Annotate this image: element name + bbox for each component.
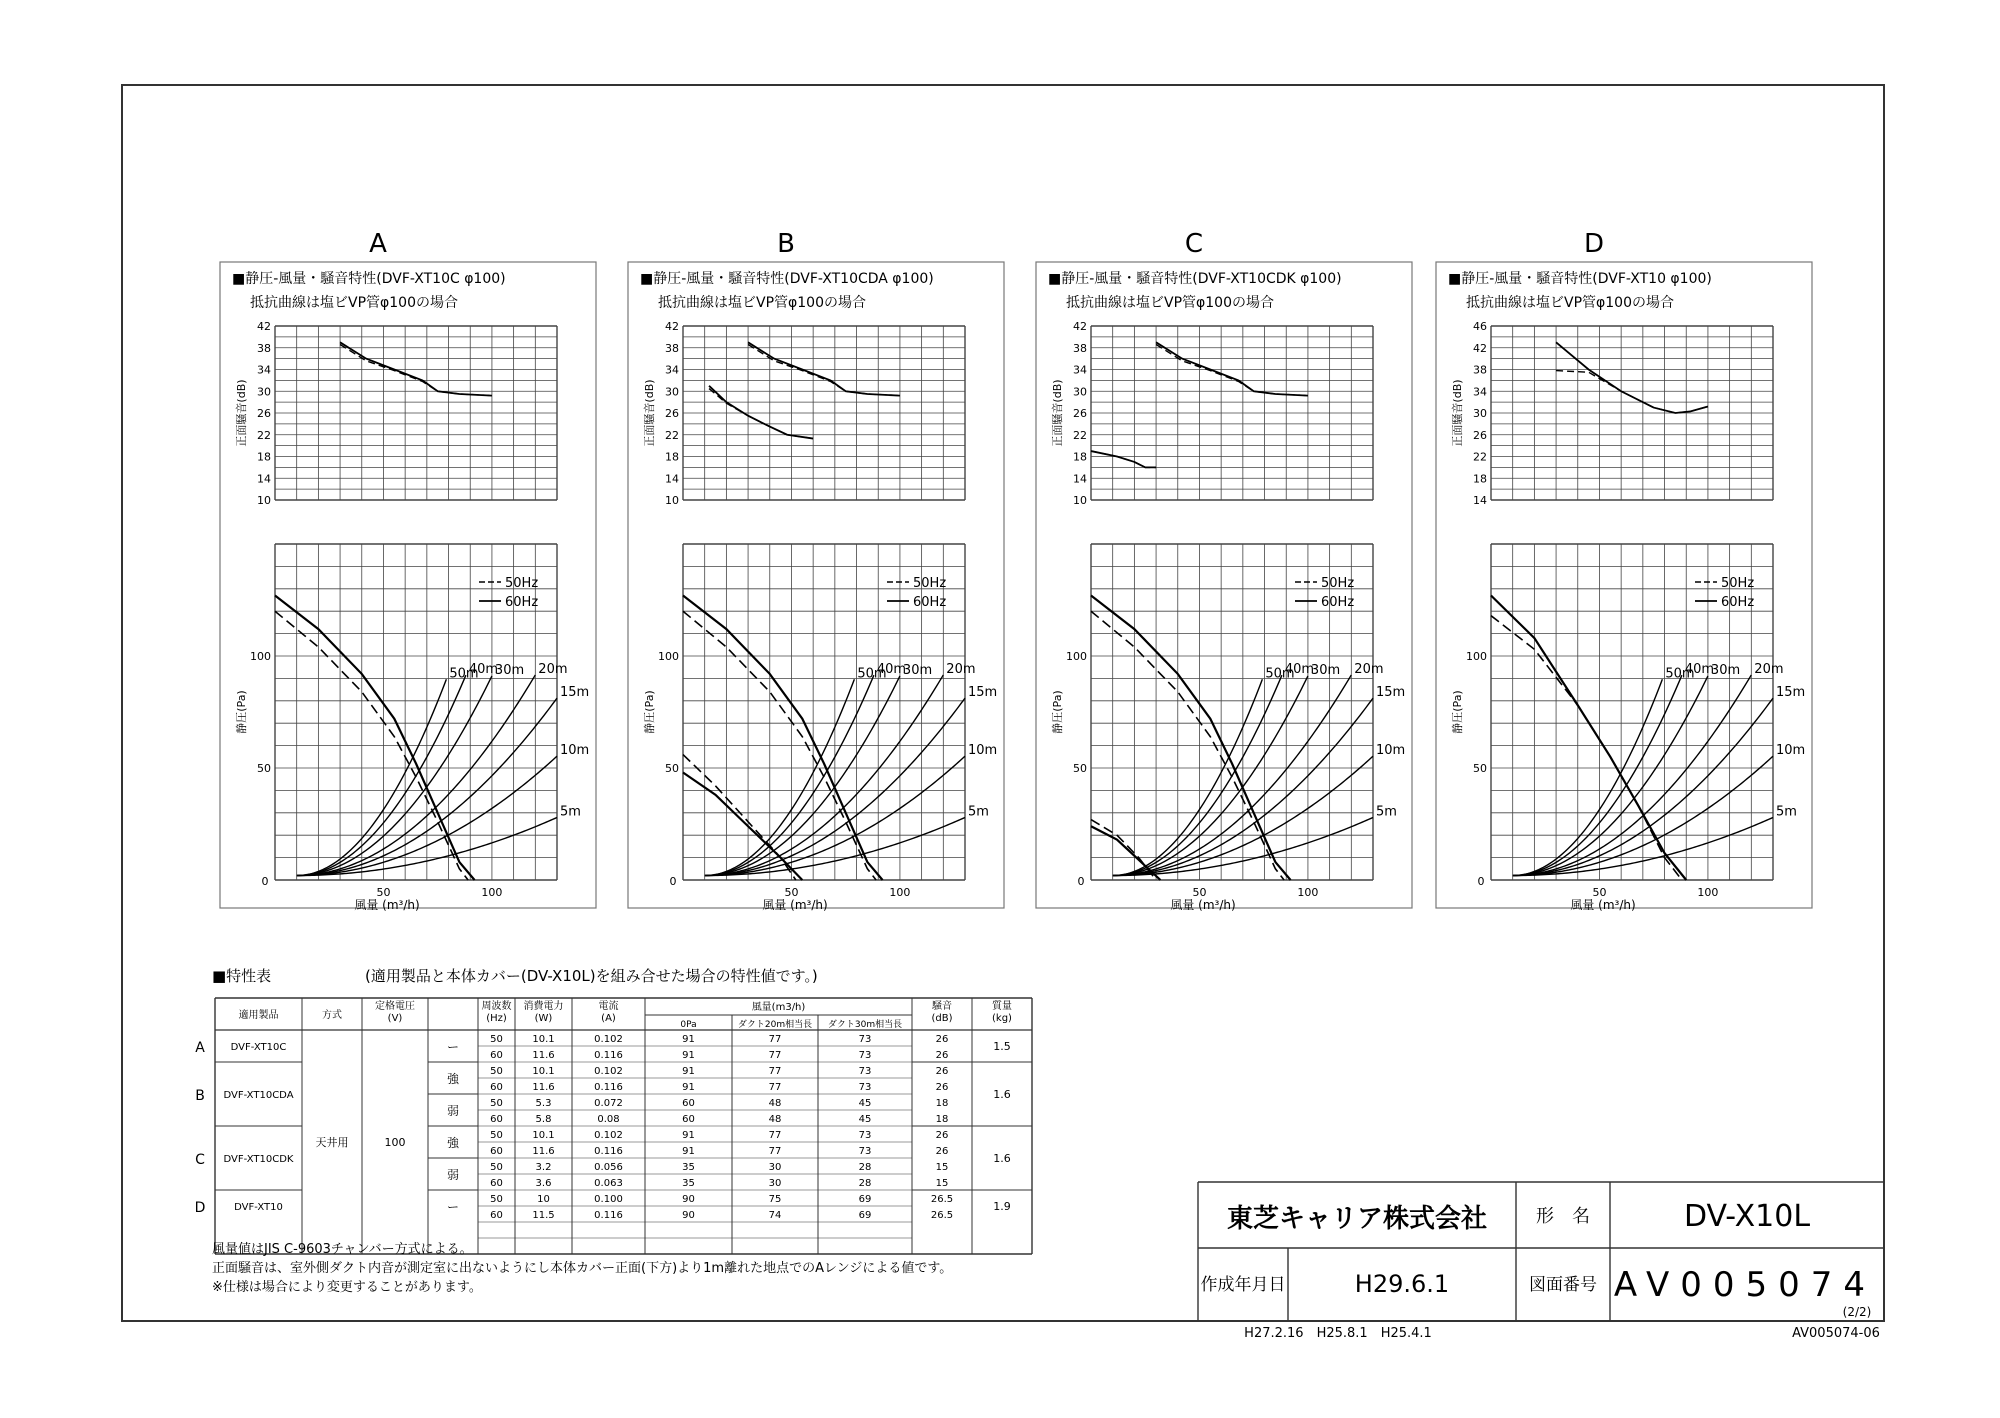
chart-panel-b [628,229,1004,912]
panel-model-title: ■静圧-風量・騒音特性(DVF-XT10CDA φ100) [640,271,934,287]
noise-axis-label: 正面騒音(dB) [1451,379,1464,447]
duct-length-label: 15m [968,685,998,701]
panel-letter: D [1583,229,1605,259]
legend-50hz: 50Hz [1721,576,1755,591]
table-cell: 5.3 [535,1098,552,1109]
noise-tick: 38 [1473,363,1487,377]
table-cell: 60 [490,1050,503,1061]
model-number: DV-X10L [1683,1199,1811,1234]
sp-axis-label: 静圧(Pa) [1051,690,1064,734]
voltage-cell: 100 [384,1136,406,1149]
chart-panel-c [1036,229,1412,912]
duct-resistance-curve [297,676,492,876]
noise-chart [642,320,965,507]
table-cell: 11.6 [532,1146,555,1157]
table-header: 定格電圧 [375,1001,415,1012]
table-cell: 0.116 [594,1082,623,1093]
table-cell: 26 [935,1034,949,1045]
table-cell: 48 [768,1114,782,1125]
panel-subtitle: 抵抗曲線は塩ビVP管φ100の場合 [1066,295,1274,311]
chart-panel-a [220,229,596,912]
noise-tick: 10 [665,494,679,507]
noise-tick: 34 [1073,363,1087,377]
table-cell: 0.116 [594,1050,623,1061]
noise-tick: 18 [665,450,679,464]
duct-resistance-curve [297,675,466,875]
noise-tick: 14 [257,472,271,486]
duct-length-label: 40m [468,662,499,678]
duct-length-label: 5m [1776,804,1797,820]
sp-axis-label: 静圧(Pa) [235,690,248,734]
noise-tick: 46 [1473,320,1487,333]
note-line: 風量値はJIS C-9603チャンバー方式による。 [212,1242,473,1257]
table-cell: 73 [858,1082,872,1093]
table-cell: 35 [682,1162,695,1173]
duct-resistance-curve [1113,676,1308,876]
product-cell: DVF-XT10C [230,1042,287,1053]
noise-tick: 42 [1473,341,1487,355]
noise-axis-label: 正面騒音(dB) [235,379,248,447]
noise-tick: 18 [257,450,271,464]
noise-tick: 26 [257,407,271,420]
noise-chart [234,320,557,507]
group-letter: C [195,1152,205,1168]
duct-resistance-curve [1113,675,1282,875]
table-cell: 0.072 [594,1098,623,1109]
title-block [1198,1182,1884,1341]
table-cell: 26.5 [930,1210,954,1221]
duct-length-label: 50m [449,666,479,682]
noise-tick: 14 [665,472,679,486]
noise-tick: 26 [1073,407,1087,420]
table-cell: 90 [682,1194,695,1205]
document-id: AV005074-06 [1792,1326,1880,1341]
table-cell: 75 [768,1194,782,1205]
panel-model-title: ■静圧-風量・騒音特性(DVF-XT10C φ100) [232,271,506,287]
duct-resistance-curve [705,676,900,876]
table-cell: 26 [935,1130,949,1141]
y-tick: 100 [1466,650,1487,663]
table-cell: 45 [858,1098,872,1109]
table-cell: 73 [858,1130,872,1141]
table-cell: 0.116 [594,1210,623,1221]
duct-length-label: 30m [494,662,525,678]
table-cell: 10.1 [532,1066,555,1077]
table-cell: 77 [768,1034,782,1045]
table-cell: 60 [490,1178,503,1189]
table-cell: 0.102 [594,1034,623,1045]
table-header: 消費電力 [523,1001,564,1012]
noise-tick: 22 [257,428,271,442]
airflow-subheader: 0Pa [680,1020,697,1030]
table-cell: 77 [768,1146,782,1157]
mass-cell: 1.6 [993,1152,1011,1165]
table-cell: 69 [858,1210,872,1221]
noise-tick: 30 [665,385,679,399]
noise-curve-60hz-low [709,386,813,439]
table-header: 適用製品 [238,1010,279,1021]
y-tick: 100 [1066,650,1087,663]
noise-tick: 42 [665,320,679,333]
duct-length-label: 10m [1376,743,1406,759]
legend-60hz: 60Hz [505,595,539,610]
duct-length-label: 20m [1354,661,1384,677]
panel-letter: C [1184,229,1204,259]
duct-resistance-curve [1513,676,1708,876]
noise-curve-50hz [1156,344,1308,395]
noise-curve-60hz [1156,342,1308,395]
y-tick: 100 [658,650,679,663]
table-header: 風量(m3/h) [751,1002,806,1013]
noise-tick: 42 [257,320,271,333]
noise-curve-60hz [340,342,492,395]
x-tick: 0 [1477,875,1485,888]
panel-model-title: ■静圧-風量・騒音特性(DVF-XT10 φ100) [1448,271,1712,287]
revision-dates: H27.2.16 H25.8.1 H25.4.1 [1244,1326,1432,1341]
duct-length-label: 20m [946,661,976,677]
legend-60hz: 60Hz [1321,595,1355,610]
table-cell: 60 [682,1114,695,1125]
duct-length-label: 30m [1310,662,1341,678]
model-label: 形 名 [1536,1206,1590,1227]
duct-length-label: 5m [968,804,989,820]
table-cell: 73 [858,1050,872,1061]
y-tick: 100 [250,650,271,663]
airflow-subheader: ダクト20m相当長 [737,1020,813,1030]
company-name: 東芝キャリア株式会社 [1226,1204,1488,1234]
legend-50hz: 50Hz [1321,576,1355,591]
table-header: 騒音 [932,1001,952,1012]
product-cell: DVF-XT10CDK [223,1154,294,1165]
mass-cell: 1.5 [993,1040,1011,1053]
noise-tick: 34 [1473,385,1487,399]
noise-tick: 14 [1473,494,1487,507]
x-axis-label: 風量 (m³/h) [354,898,420,912]
table-cell: 73 [858,1066,872,1077]
table-cell: 11.6 [532,1050,555,1061]
noise-tick: 34 [257,363,271,377]
duct-length-label: 30m [1710,662,1741,678]
x-tick: 0 [1077,875,1085,888]
duct-length-label: 5m [560,804,581,820]
duct-length-label: 20m [538,661,568,677]
panel-letter: A [369,229,387,259]
table-cell: 77 [768,1050,782,1061]
table-cell: 77 [768,1066,782,1077]
table-cell: 26 [935,1146,949,1157]
page-number: (2/2) [1842,1305,1872,1319]
table-cell: 10 [537,1194,550,1205]
noise-curve-50hz [340,344,492,395]
duct-resistance-curve [1513,675,1682,875]
duct-length-label: 20m [1754,661,1784,677]
duct-length-label: 30m [902,662,933,678]
table-header: (dB) [931,1013,953,1024]
noise-tick: 30 [1073,385,1087,399]
noise-tick: 38 [1073,341,1087,355]
table-cell: 60 [490,1082,503,1093]
duct-length-label: 5m [1376,804,1397,820]
noise-tick: 22 [1473,450,1487,464]
table-cell: 91 [682,1034,695,1045]
panel-subtitle: 抵抗曲線は塩ビVP管φ100の場合 [658,295,866,311]
duct-length-label: 40m [876,662,907,678]
x-tick: 50 [376,886,391,899]
panel-letter: B [777,229,795,259]
duct-length-label: 15m [560,685,590,701]
table-cell: 50 [490,1066,503,1077]
spec-table [195,967,1032,1254]
duct-length-label: 50m [1665,666,1695,682]
mode-cell: 強 [446,1136,460,1150]
duct-length-label: 40m [1684,662,1715,678]
sp-axis-label: 静圧(Pa) [1451,690,1464,734]
table-cell: 60 [490,1146,503,1157]
date-value: H29.6.1 [1354,1270,1450,1298]
noise-tick: 18 [1073,450,1087,464]
note-line: ※仕様は場合により変更することがあります。 [212,1280,482,1295]
table-cell: 50 [490,1034,503,1045]
x-tick: 100 [1697,886,1719,899]
y-tick: 50 [257,762,271,775]
noise-axis-label: 正面騒音(dB) [1051,379,1064,447]
group-letter: A [195,1040,205,1056]
table-cell: 48 [768,1098,782,1109]
drawing-number: AV005074 [1613,1265,1877,1305]
table-header: (Hz) [486,1013,507,1024]
table-cell: 74 [768,1210,782,1221]
table-cell: 18 [935,1098,949,1109]
x-axis-label: 風量 (m³/h) [1570,898,1636,912]
legend-60hz: 60Hz [1721,595,1755,610]
static-pressure-chart [1050,544,1405,912]
table-header: 方式 [322,1010,342,1021]
date-label: 作成年月日 [1200,1275,1286,1295]
table-cell: 50 [490,1194,503,1205]
y-tick: 50 [1073,762,1087,775]
y-tick: 50 [1473,762,1487,775]
table-cell: 5.8 [535,1114,552,1125]
product-cell: DVF-XT10 [234,1202,283,1213]
table-cell: 91 [682,1146,695,1157]
table-cell: 77 [768,1130,782,1141]
noise-axis-label: 正面騒音(dB) [643,379,656,447]
charts-area [220,229,1812,912]
group-letter: B [195,1088,205,1104]
sp-axis-label: 静圧(Pa) [643,690,656,734]
table-cell: 91 [682,1050,695,1061]
table-cell: 11.5 [532,1210,555,1221]
table-cell: 28 [858,1162,872,1173]
table-cell: 26 [935,1050,949,1061]
table-cell: 10.1 [532,1130,555,1141]
table-cell: 91 [682,1130,695,1141]
x-tick: 0 [669,875,677,888]
note-line: 正面騒音は、室外側ダクト内音が測定室に出ないようにし本体カバー正面(下方)より1m離れた地点でのAレンジによる値です。 [212,1261,953,1276]
drawing-no-label: 図面番号 [1529,1275,1597,1295]
table-header: 質量 [992,1001,1012,1012]
table-title: ■特性表 [212,967,272,985]
table-cell: 15 [935,1178,949,1189]
table-header: (W) [534,1013,553,1024]
panel-model-title: ■静圧-風量・騒音特性(DVF-XT10CDK φ100) [1048,271,1342,287]
static-pressure-chart [1450,544,1805,912]
duct-resistance-curve [705,675,874,875]
table-cell: 3.2 [535,1162,552,1173]
table-cell: 91 [682,1082,695,1093]
airflow-subheader: ダクト30m相当長 [827,1020,903,1030]
table-header: (A) [601,1013,616,1024]
product-cell: DVF-XT10CDA [223,1090,294,1101]
noise-curve-60hz [748,342,900,395]
group-letter: D [194,1200,206,1216]
panel-subtitle: 抵抗曲線は塩ビVP管φ100の場合 [1466,295,1674,311]
mode-cell: ー [446,1200,460,1214]
legend-50hz: 50Hz [913,576,947,591]
mass-cell: 1.9 [993,1200,1011,1213]
table-cell: 3.6 [535,1178,552,1189]
noise-tick: 30 [1473,407,1487,420]
x-tick: 100 [481,886,503,899]
static-pressure-chart [234,544,589,912]
table-cell: 26 [935,1082,949,1093]
legend-50hz: 50Hz [505,576,539,591]
legend-60hz: 60Hz [913,595,947,610]
table-cell: 0.102 [594,1130,623,1141]
noise-curve-50hz [1556,371,1708,413]
noise-chart [1050,320,1373,507]
table-cell: 69 [858,1194,872,1205]
x-tick: 100 [1297,886,1319,899]
noise-chart [1450,320,1773,507]
noise-tick: 22 [1073,428,1087,442]
duct-length-label: 50m [857,666,887,682]
table-cell: 26 [935,1066,949,1077]
x-tick: 50 [1592,886,1607,899]
noise-curve-50hz [748,344,900,395]
noise-tick: 38 [665,341,679,355]
table-cell: 77 [768,1082,782,1093]
table-cell: 91 [682,1066,695,1077]
y-tick: 50 [665,762,679,775]
table-cell: 50 [490,1098,503,1109]
mode-cell: 強 [446,1072,460,1086]
table-cell: 60 [490,1210,503,1221]
table-cell: 73 [858,1146,872,1157]
notes [212,1241,952,1295]
x-tick: 50 [784,886,799,899]
noise-tick: 22 [665,428,679,442]
noise-curve-60hz-low [1091,451,1156,467]
noise-tick: 30 [257,385,271,399]
table-header: (kg) [992,1013,1012,1024]
x-axis-label: 風量 (m³/h) [762,898,828,912]
x-tick: 100 [889,886,911,899]
table-cell: 60 [682,1098,695,1109]
x-tick: 0 [261,875,269,888]
table-cell: 45 [858,1114,872,1125]
table-header: (V) [387,1013,403,1024]
mode-cell: 弱 [446,1168,460,1182]
table-cell: 90 [682,1210,695,1221]
noise-tick: 34 [665,363,679,377]
duct-length-label: 10m [968,743,998,759]
table-note: (適用製品と本体カバー(DV-X10L)を組み合せた場合の特性値です。) [365,967,818,985]
table-cell: 18 [935,1114,949,1125]
table-header: 周波数 [481,1001,512,1012]
noise-tick: 10 [1073,494,1087,507]
table-header: 電流 [598,1001,619,1012]
method-cell: 天井用 [315,1136,349,1149]
table-cell: 0.056 [594,1162,623,1173]
table-cell: 0.100 [594,1194,623,1205]
table-cell: 11.6 [532,1082,555,1093]
noise-tick: 10 [257,494,271,507]
duct-length-label: 15m [1376,685,1406,701]
duct-length-label: 50m [1265,666,1295,682]
noise-curve-50hz-low [709,389,813,439]
x-tick: 50 [1192,886,1207,899]
table-cell: 0.116 [594,1146,623,1157]
duct-length-label: 10m [1776,743,1806,759]
table-cell: 0.08 [597,1114,620,1125]
duct-length-label: 10m [560,743,590,759]
table-cell: 0.102 [594,1066,623,1077]
duct-length-label: 40m [1284,662,1315,678]
table-cell: 0.063 [594,1178,623,1189]
table-cell: 30 [768,1162,782,1173]
noise-tick: 42 [1073,320,1087,333]
panel-subtitle: 抵抗曲線は塩ビVP管φ100の場合 [250,295,458,311]
x-axis-label: 風量 (m³/h) [1170,898,1236,912]
table-cell: 30 [768,1178,782,1189]
duct-length-label: 15m [1776,685,1806,701]
table-cell: 10.1 [532,1034,555,1045]
table-cell: 26.5 [930,1194,954,1205]
table-cell: 15 [935,1162,949,1173]
table-cell: 35 [682,1178,695,1189]
table-cell: 28 [858,1178,872,1189]
noise-tick: 38 [257,341,271,355]
table-cell: 50 [490,1130,503,1141]
table-cell: 50 [490,1162,503,1173]
mode-cell: 弱 [446,1104,460,1118]
static-pressure-chart [642,544,997,912]
mass-cell: 1.6 [993,1088,1011,1101]
chart-panel-d [1436,229,1812,912]
noise-tick: 26 [1473,428,1487,442]
noise-tick: 14 [1073,472,1087,486]
noise-tick: 18 [1473,472,1487,486]
noise-tick: 26 [665,407,679,420]
table-cell: 73 [858,1034,872,1045]
mode-cell: ー [446,1040,460,1054]
table-cell: 60 [490,1114,503,1125]
